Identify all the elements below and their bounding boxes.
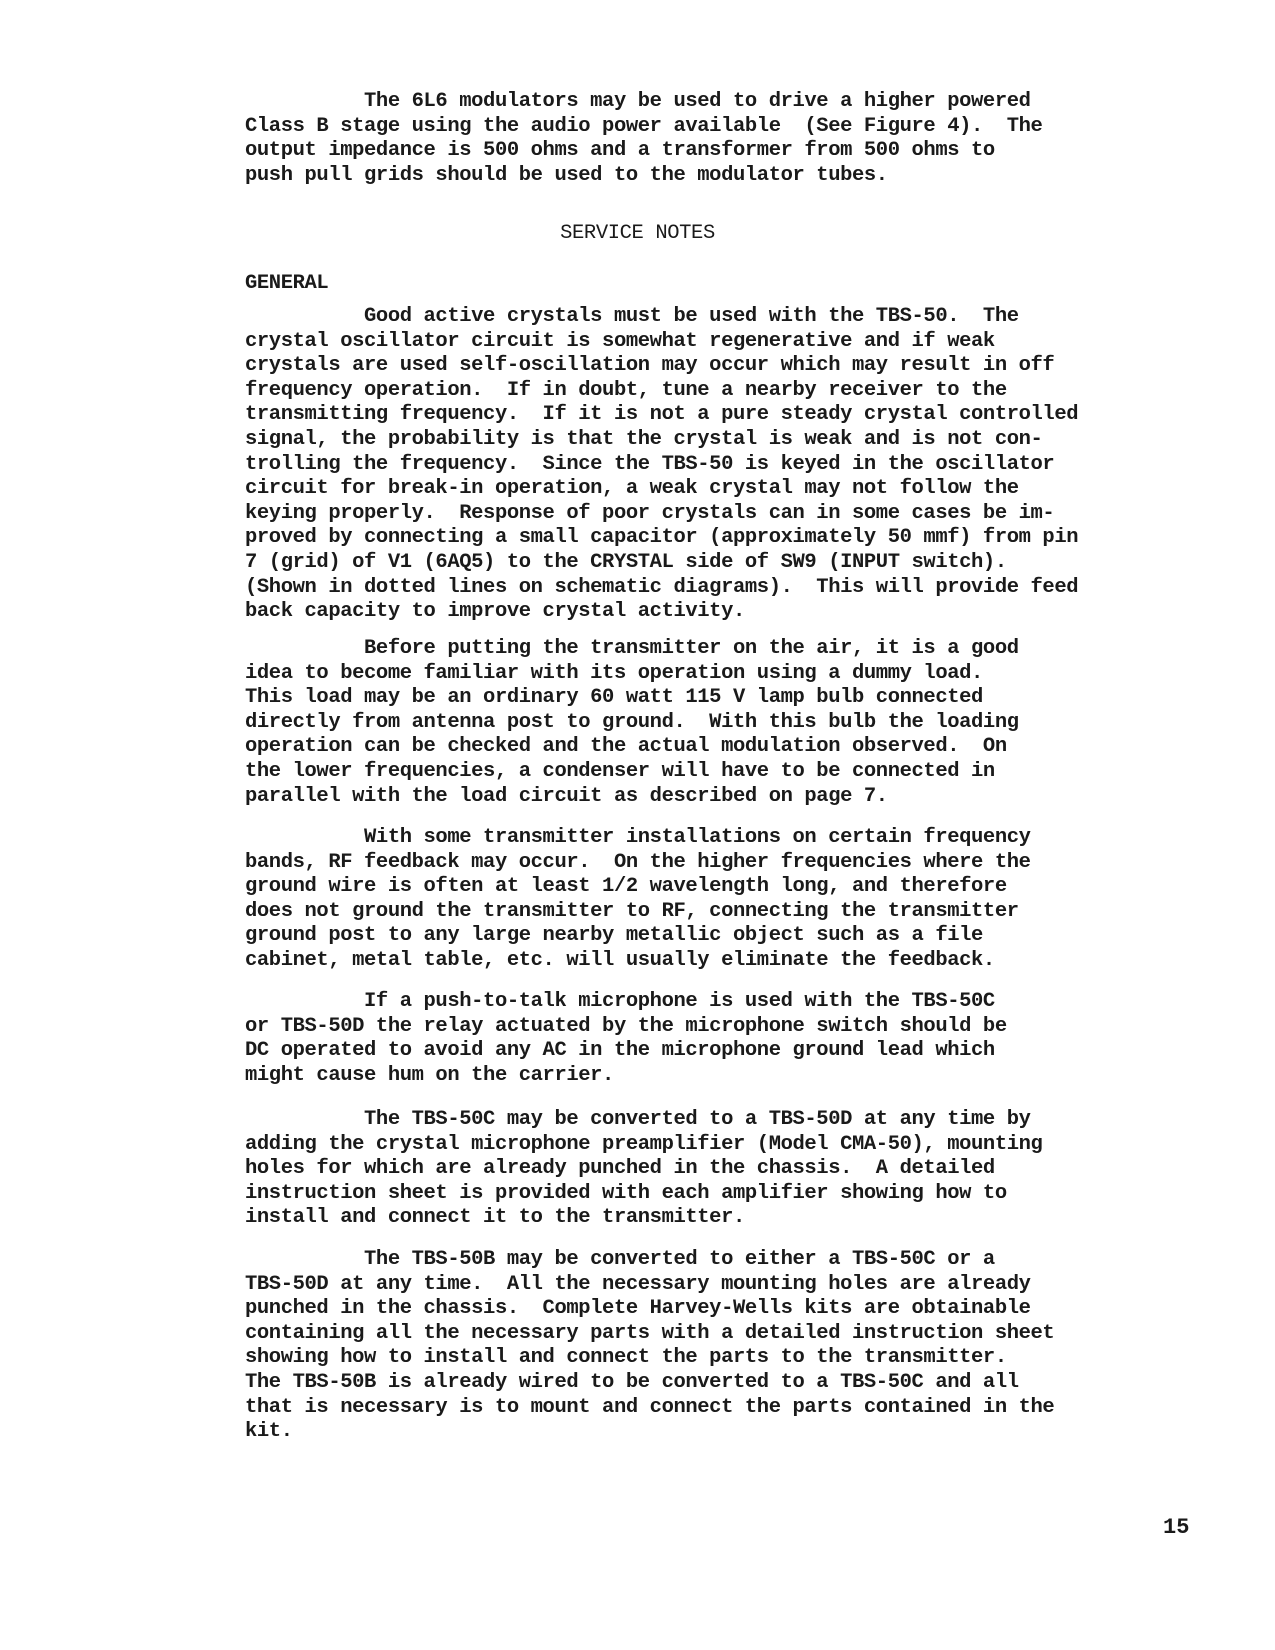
- paragraph-tbs50c-conversion: [245, 1108, 1105, 1231]
- text-line: The TBS-50C may be converted to a TBS-50D at any time by: [245, 1108, 1031, 1131]
- text-line: Class B stage using the audio power available (See Figure 4). The: [245, 114, 1043, 138]
- text-line: the lower frequencies, a condenser will have to be connected in: [245, 759, 995, 783]
- text-line: operation can be checked and the actual modulation observed. On: [245, 735, 1007, 759]
- text-line: If a push-to-talk microphone is used with the TBS-50C: [245, 990, 995, 1013]
- text-line: keying properly. Response of poor crystals can in some cases be im-: [245, 501, 1055, 525]
- text-line: showing how to install and connect the parts to the transmitter.: [245, 1346, 1007, 1370]
- text-line: Before putting the transmitter on the air, it is a good: [245, 637, 1019, 660]
- text-line: Good active crystals must be used with the TBS-50. The: [245, 305, 1019, 328]
- text-line: proved by connecting a small capacitor (approximately 50 mmf) from pin: [245, 526, 1079, 550]
- section-title: SERVICE NOTES: [560, 222, 715, 245]
- text-line: directly from antenna post to ground. With this bulb the loading: [245, 710, 1019, 734]
- text-line: adding the crystal microphone preamplifier (Model CMA-50), mounting: [245, 1132, 1043, 1156]
- text-line: This load may be an ordinary 60 watt 115 V lamp bulb connected: [245, 686, 983, 710]
- text-line: TBS-50D at any time. All the necessary mounting holes are already: [245, 1272, 1031, 1296]
- text-line: ground wire is often at least 1/2 wavelength long, and therefore: [245, 875, 1007, 899]
- paragraph-crystals: [245, 305, 1105, 625]
- text-line: The TBS-50B is already wired to be converted to a TBS-50C and all: [245, 1370, 1019, 1394]
- paragraph-modulators: [245, 90, 1105, 188]
- text-line: containing all the necessary parts with a detailed instruction sheet: [245, 1321, 1055, 1345]
- text-line: trolling the frequency. Since the TBS-50 is keyed in the oscillator: [245, 452, 1055, 476]
- text-line: signal, the probability is that the crystal is weak and is not con-: [245, 427, 1043, 451]
- paragraph-push-to-talk: [245, 990, 1105, 1088]
- text-line: does not ground the transmitter to RF, connecting the transmitter: [245, 899, 1019, 923]
- text-line: The 6L6 modulators may be used to drive a higher powered: [245, 90, 1031, 113]
- text-line: idea to become familiar with its operation using a dummy load.: [245, 661, 983, 685]
- text-line: output impedance is 500 ohms and a transformer from 500 ohms to: [245, 139, 995, 163]
- paragraph-dummy-load: [245, 637, 1105, 809]
- text-line: might cause hum on the carrier.: [245, 1063, 614, 1087]
- text-line: DC operated to avoid any AC in the microphone ground lead which: [245, 1039, 995, 1063]
- text-line: frequency operation. If in doubt, tune a nearby receiver to the: [245, 378, 1007, 402]
- text-line: push pull grids should be used to the modulator tubes.: [245, 163, 888, 187]
- text-line: (Shown in dotted lines on schematic diagrams). This will provide feed: [245, 575, 1079, 599]
- text-line: The TBS-50B may be converted to either a TBS-50C or a: [245, 1248, 995, 1271]
- paragraph-tbs50b-conversion: [245, 1248, 1105, 1445]
- text-line: bands, RF feedback may occur. On the higher frequencies where the: [245, 850, 1031, 874]
- text-line: that is necessary is to mount and connect the parts contained in the: [245, 1395, 1055, 1419]
- text-line: back capacity to improve crystal activity.: [245, 600, 745, 624]
- text-line: parallel with the load circuit as described on page 7.: [245, 784, 888, 808]
- text-line: holes for which are already punched in the chassis. A detailed: [245, 1157, 995, 1181]
- text-line: install and connect it to the transmitter.: [245, 1206, 745, 1230]
- text-line: 7 (grid) of V1 (6AQ5) to the CRYSTAL side of SW9 (INPUT switch).: [245, 550, 1007, 574]
- paragraph-rf-feedback: [245, 826, 1105, 974]
- text-line: or TBS-50D the relay actuated by the microphone switch should be: [245, 1014, 1007, 1038]
- text-line: ground post to any large nearby metallic object such as a file: [245, 924, 983, 948]
- text-line: cabinet, metal table, etc. will usually eliminate the feedback.: [245, 948, 995, 972]
- text-line: circuit for break-in operation, a weak crystal may not follow the: [245, 477, 1019, 501]
- text-line: kit.: [245, 1420, 293, 1444]
- text-line: With some transmitter installations on certain frequency: [245, 826, 1031, 849]
- subsection-title: GENERAL: [245, 272, 329, 295]
- text-line: crystal oscillator circuit is somewhat regenerative and if weak: [245, 329, 995, 353]
- text-line: instruction sheet is provided with each amplifier showing how to: [245, 1181, 1007, 1205]
- text-line: transmitting frequency. If it is not a pure steady crystal controlled: [245, 403, 1079, 427]
- text-line: punched in the chassis. Complete Harvey-Wells kits are obtainable: [245, 1297, 1031, 1321]
- page-number: 15: [1163, 1515, 1190, 1540]
- text-line: crystals are used self-oscillation may occur which may result in off: [245, 354, 1055, 378]
